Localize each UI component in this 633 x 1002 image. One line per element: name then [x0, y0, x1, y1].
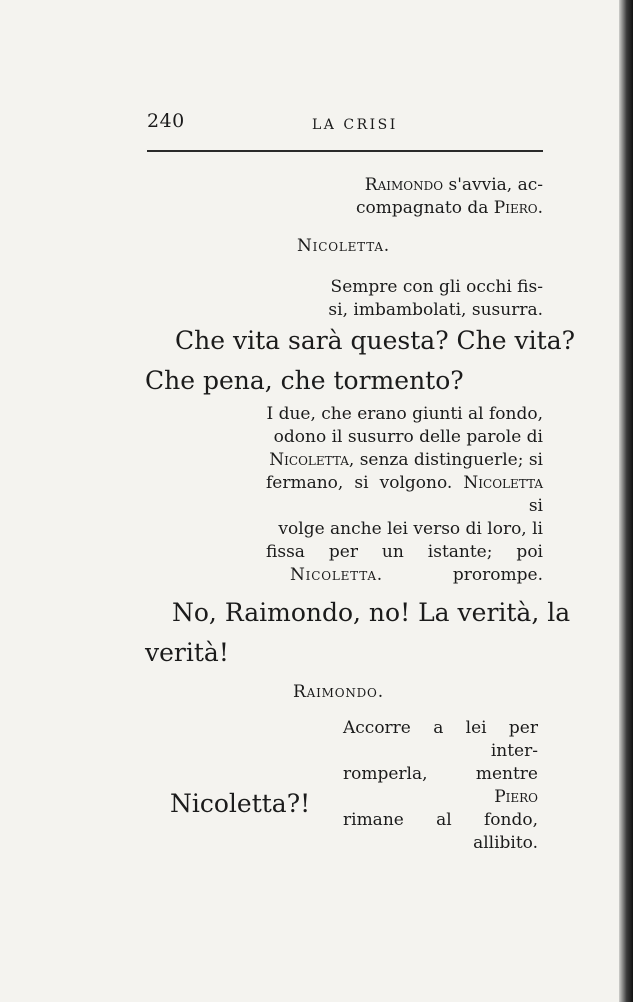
stage-text: .: [537, 198, 543, 218]
stage-line: rimane al fondo, allibito.: [343, 810, 538, 853]
speech-line: No, Raimondo, no! La verità, la: [172, 598, 571, 627]
character-name: Piero: [493, 198, 538, 218]
stage-direction: [266, 403, 543, 587]
page-number: 240: [147, 110, 185, 132]
speaker-name: Nicoletta.: [297, 236, 391, 256]
character-name: Piero: [494, 787, 538, 807]
stage-direction: [300, 276, 543, 322]
speech-line: Che vita sarà questa? Che vita?: [175, 326, 575, 355]
stage-line: fissa per un istante; poi prorompe.: [266, 542, 543, 585]
stage-text: s'avvia, ac-: [443, 175, 543, 195]
speech-line: Che pena, che tormento?: [145, 366, 464, 395]
character-name: Nicoletta: [269, 450, 349, 470]
page-edge-shadow: [619, 0, 633, 1002]
stage-text: fermano, si volgono.: [266, 473, 464, 493]
stage-direction: [300, 174, 543, 220]
stage-line: Sempre con gli occhi fis-: [330, 277, 543, 297]
stage-line: I due, che erano giunti al fondo,: [266, 404, 543, 424]
character-name: Nicoletta: [463, 473, 543, 493]
running-title: LA CRISI: [312, 117, 398, 133]
stage-direction: [343, 717, 538, 855]
character-name: Raimondo: [364, 175, 444, 195]
stage-line: Accorre a lei per inter-: [343, 718, 538, 761]
stage-text: compagnato da: [356, 198, 494, 218]
dialogue-speech: [145, 321, 575, 401]
speaker-name: Raimondo.: [293, 682, 384, 702]
stage-text: si: [528, 496, 543, 516]
dialogue-speech: [145, 593, 571, 673]
dialogue-speech: Nicoletta?!: [170, 789, 311, 818]
stage-text: , senza distinguerle; si: [348, 450, 543, 470]
stage-line: odono il susurro delle parole di: [273, 427, 543, 447]
stage-text: romperla, mentre: [343, 764, 538, 784]
stage-line: si, imbambolati, susurra.: [328, 300, 543, 320]
stage-line: volge anche lei verso di loro, li: [278, 519, 543, 539]
header-rule: [147, 150, 543, 152]
speech-line: verità!: [145, 638, 229, 667]
speaker-name: Nicoletta.: [290, 565, 384, 585]
